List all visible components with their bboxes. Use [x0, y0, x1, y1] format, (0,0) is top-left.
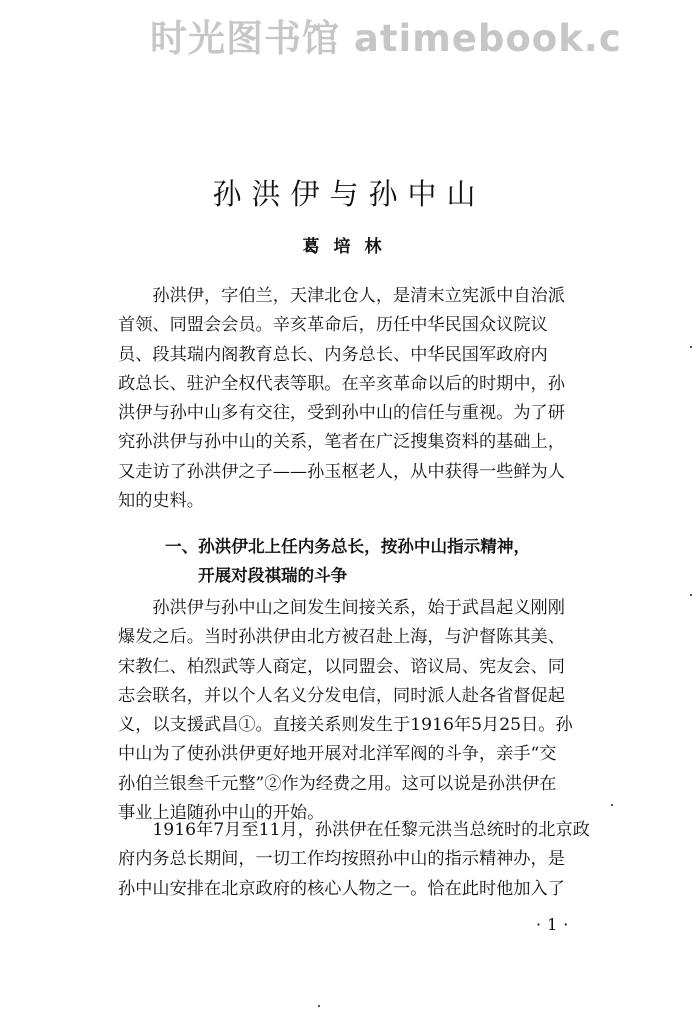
- scan-speck: [690, 346, 692, 348]
- section-heading-line: 开展对段祺瑞的斗争: [198, 566, 348, 585]
- text-line: 首领、同盟会会员。辛亥革命后，历任中华民国众议院议: [118, 315, 548, 336]
- text-line: 义，以支援武昌①。直接关系则发生于1916年5月25日。孙: [118, 715, 573, 736]
- section-heading-line: 一、孙洪伊北上任内务总长，按孙中山指示精神，: [165, 537, 531, 556]
- text-line: 又走访了孙洪伊之子——孙玉枢老人，从中获得一些鲜为人: [118, 461, 565, 482]
- text-line: 孙中山安排在北京政府的核心人物之一。恰在此时他加入了: [118, 878, 565, 899]
- page-number: ·1·: [536, 915, 575, 934]
- scan-speck: [318, 1005, 320, 1007]
- text-line: 知的史料。: [118, 491, 204, 512]
- text-line: 孙伯兰银叁千元整”②作为经费之用。这可以说是孙洪伊在: [118, 773, 557, 794]
- article-title: 孙洪伊与孙中山: [212, 177, 486, 211]
- text-line: 1916年7月至11月，孙洪伊在任黎元洪当总统时的北京政: [118, 820, 590, 840]
- text-line: 究孙洪伊与孙中山的关系，笔者在广泛搜集资料的基础上，: [118, 432, 565, 453]
- text-line: 政总长、驻沪全权代表等职。在辛亥革命以后的时期中，孙: [118, 373, 565, 394]
- text-line: 爆发之后。当时孙洪伊由北方被召赴上海，与沪督陈其美、: [118, 627, 565, 648]
- text-line: 宋教仁、柏烈武等人商定，以同盟会、谘议局、宪友会、同: [118, 656, 565, 677]
- text-line: 孙洪伊，字伯兰，天津北仓人，是清末立宪派中自治派: [118, 286, 565, 306]
- paragraph-section1-continued: [118, 816, 604, 904]
- text-line: 事业上追随孙中山的开始。: [118, 803, 325, 824]
- text-line: 员、段其瑞内阁教育总长、内务总长、中华民国军政府内: [118, 344, 548, 365]
- text-line: 志会联名，并以个人名义分发电信，同时派人赴各省督促起: [118, 685, 565, 706]
- scan-speck: [690, 594, 692, 596]
- text-line: 孙洪伊与孙中山之间发生间接关系，始于武昌起义刚刚: [118, 598, 565, 618]
- article-author: 葛培林: [302, 237, 396, 257]
- watermark-text: 时光图书馆 atimebook.c: [150, 17, 622, 60]
- text-line: 中山为了使孙洪伊更好地开展对北洋军阀的斗争，亲手“交: [118, 744, 557, 765]
- paragraph-intro: [118, 282, 604, 516]
- text-line: 府内务总长期间，一切工作均按照孙中山的指示精神办，是: [118, 849, 565, 870]
- scan-speck: [611, 804, 613, 806]
- paragraph-section1: [118, 594, 604, 828]
- section-heading: [165, 532, 605, 590]
- text-line: 洪伊与孙中山多有交往，受到孙中山的信任与重视。为了研: [118, 403, 565, 424]
